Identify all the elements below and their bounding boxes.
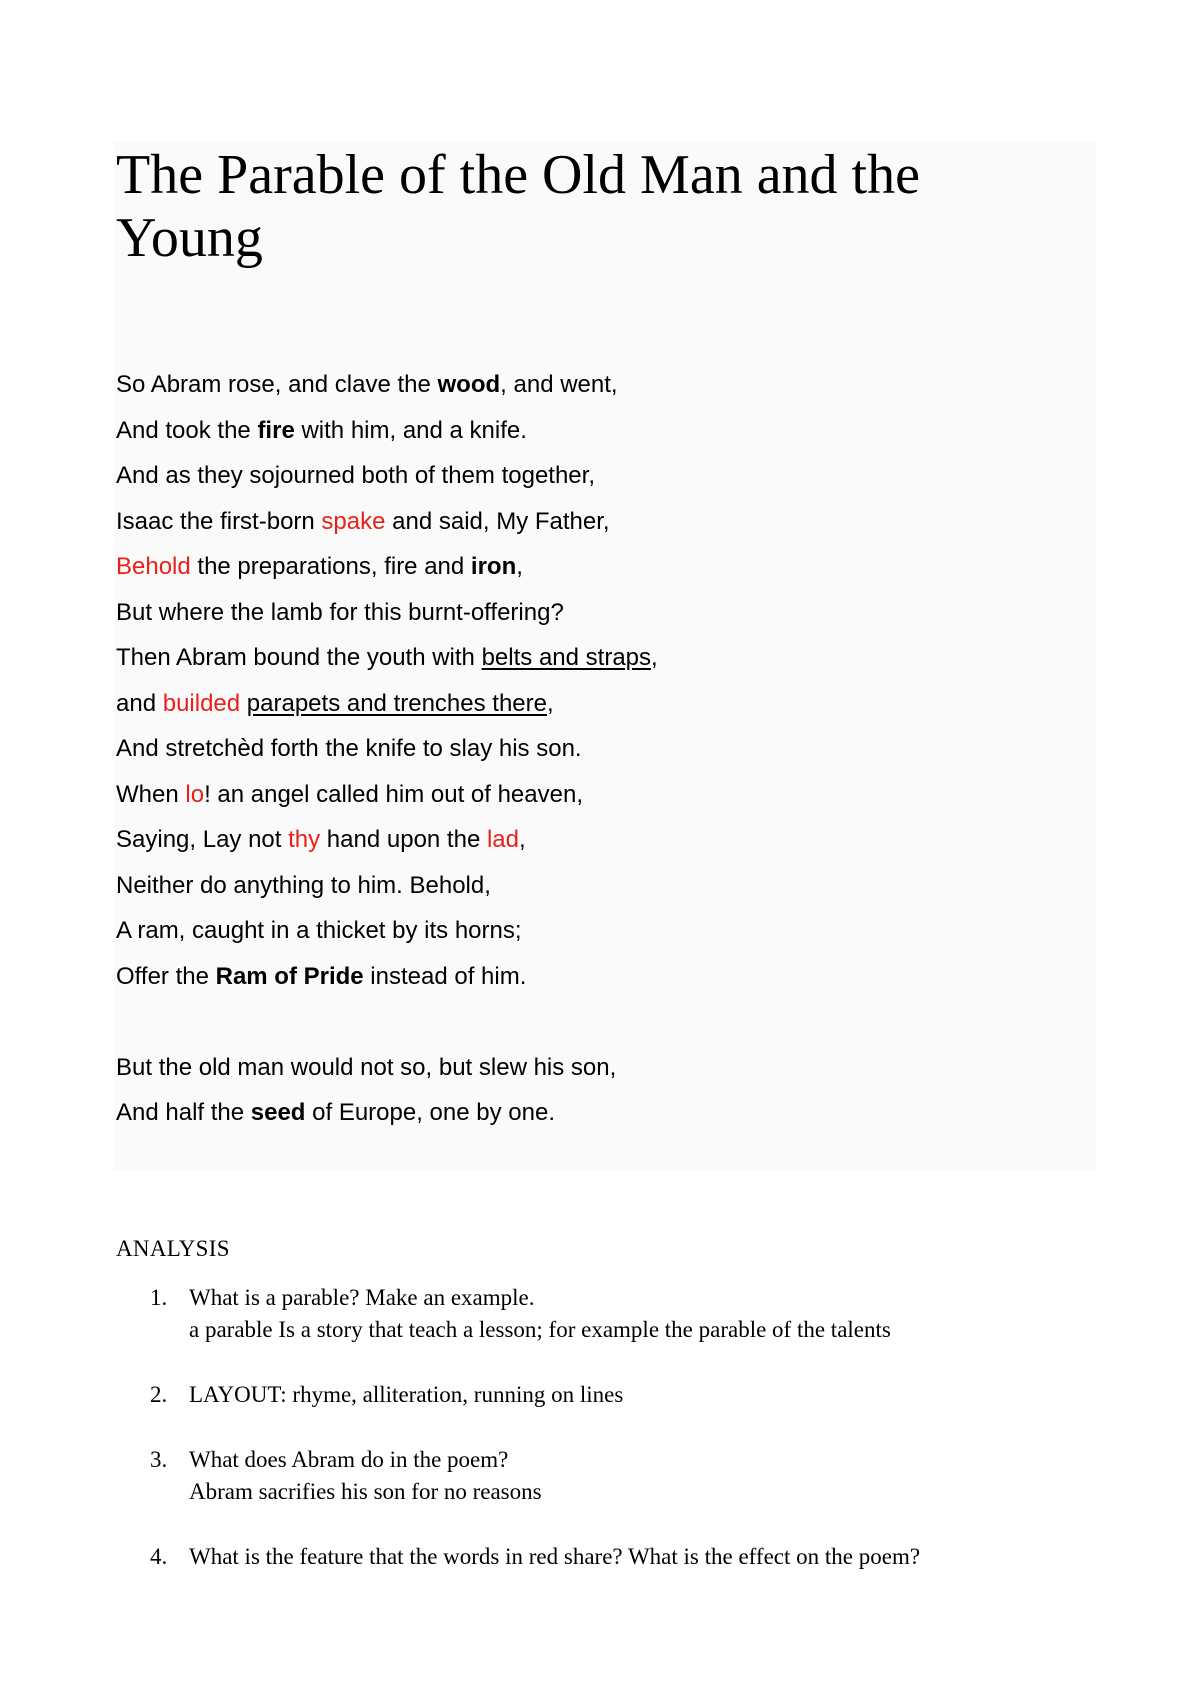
poem-word-bold: Ram of Pride <box>215 962 364 990</box>
poem-text: and said, My Father, <box>385 507 610 535</box>
poem-line <box>116 1090 658 1136</box>
poem-line <box>116 817 658 863</box>
poem-text: A ram, caught in a thicket by its horns; <box>116 917 522 944</box>
poem-word-bold: wood <box>437 371 501 398</box>
poem-word-red: lad <box>486 826 519 853</box>
poem-text: and <box>116 689 163 717</box>
poem-text: When <box>116 780 186 808</box>
poem-word-bold: fire <box>257 416 295 444</box>
poem-text: ! an angel called him out of heaven, <box>204 780 583 808</box>
poem-text: Isaac the first-born <box>116 507 322 535</box>
poem-word-red: thy <box>288 826 321 853</box>
question-item <box>116 1541 1076 1573</box>
poem-body <box>116 362 658 1136</box>
poem-text: instead of him. <box>363 962 527 990</box>
analysis-section <box>116 1234 1076 1606</box>
poem-text: the preparations, fire and <box>190 553 471 580</box>
poem-line <box>116 453 658 499</box>
poem-line <box>116 908 658 954</box>
poem-line <box>116 726 658 772</box>
question-number: 3. <box>150 1447 168 1472</box>
question-item <box>116 1444 1076 1508</box>
poem-word-red: spake <box>321 507 386 535</box>
question-number: 2. <box>150 1382 168 1407</box>
poem-text: hand upon the <box>320 826 487 853</box>
poem-text: Then Abram bound the youth with <box>116 644 482 671</box>
poem-line <box>116 772 658 818</box>
poem-word-red: lo <box>185 780 205 808</box>
poem-text: And as they sojourned both of them together, <box>116 462 595 489</box>
poem-text: , <box>651 644 658 671</box>
poem-text: And stretchèd forth the knife to slay his son. <box>116 735 582 762</box>
poem-word-red: Behold <box>116 553 191 580</box>
poem-text: , <box>516 553 523 580</box>
answer-text: Abram sacrifies his son for no reasons <box>189 1479 542 1504</box>
poem-text: But the old man would not so, but slew his son, <box>116 1053 617 1081</box>
analysis-heading: ANALYSIS <box>116 1236 230 1261</box>
poem-text <box>240 690 247 717</box>
poem-line <box>116 362 658 408</box>
poem-text: And took the <box>116 416 258 444</box>
poem-line <box>116 544 658 590</box>
question-item <box>116 1282 1076 1346</box>
poem-line <box>116 1045 658 1091</box>
poem-word-bold: iron <box>470 553 517 580</box>
poem-word-red: builded <box>162 689 241 717</box>
poem-text: But where the lamb for this burnt-offering? <box>116 598 564 626</box>
poem-word-underline: belts and straps <box>481 644 652 671</box>
poem-line <box>116 590 658 636</box>
poem-line <box>116 635 658 681</box>
poem-text: with him, and a knife. <box>294 416 527 444</box>
poem-line <box>116 408 658 454</box>
question-list <box>116 1282 1076 1573</box>
poem-line <box>116 863 658 909</box>
question-number: 1. <box>150 1285 168 1310</box>
answer-text: a parable Is a story that teach a lesson; for example the parable of the talents <box>189 1317 891 1342</box>
poem-text: , <box>547 689 554 717</box>
question-number: 4. <box>150 1544 168 1569</box>
poem-text: Saying, Lay not <box>116 826 289 853</box>
poem-text: Offer the <box>116 962 216 990</box>
question-text: LAYOUT: rhyme, alliteration, running on lines <box>189 1382 624 1407</box>
poem-text: , <box>519 826 526 853</box>
poem-line <box>116 999 658 1045</box>
poem-word-bold: seed <box>250 1099 306 1126</box>
poem-word-underline: parapets and trenches there <box>246 689 547 717</box>
question-text: What is a parable? Make an example. <box>189 1285 535 1310</box>
poem-title: The Parable of the Old Man and the Young <box>116 144 920 269</box>
poem-text: And half the <box>116 1099 251 1126</box>
poem-text: So Abram rose, and clave the <box>116 371 438 398</box>
poem-line <box>116 954 658 1000</box>
poem-text: , and went, <box>500 371 618 398</box>
poem-text: of Europe, one by one. <box>305 1099 555 1126</box>
poem-line <box>116 499 658 545</box>
question-text: What is the feature that the words in red share? What is the effect on the poem? <box>189 1544 921 1569</box>
question-text: What does Abram do in the poem? <box>189 1447 509 1472</box>
poem-line <box>116 681 658 727</box>
poem-text: Neither do anything to him. Behold, <box>116 871 491 899</box>
question-item <box>116 1379 1076 1411</box>
